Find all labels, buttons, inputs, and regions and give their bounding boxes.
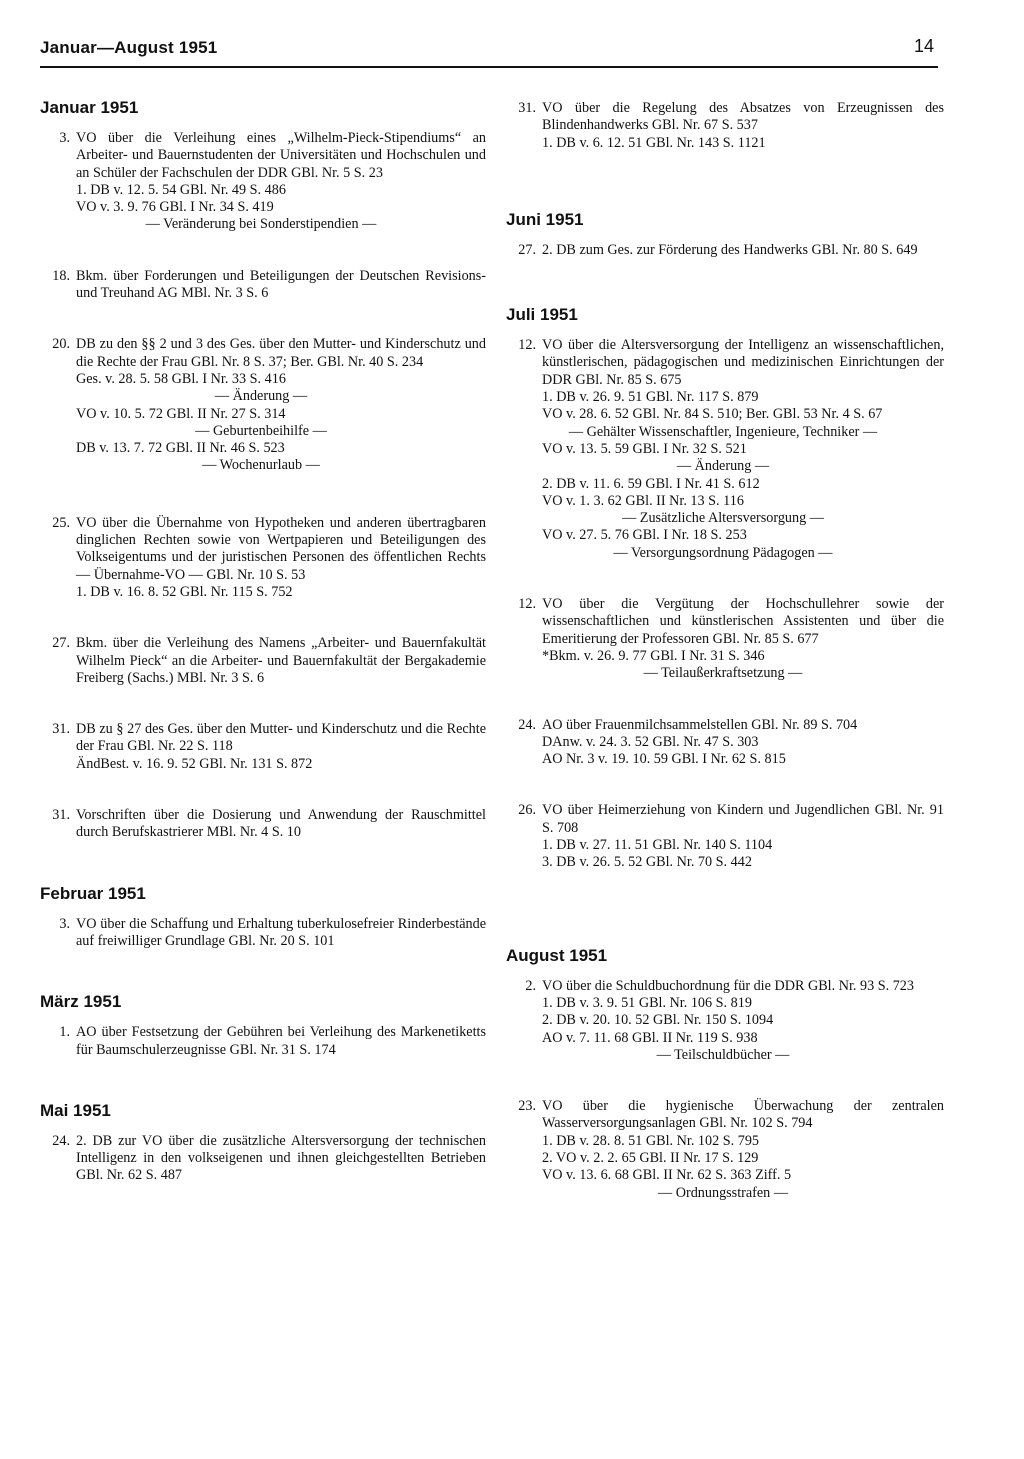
entry-day: 25. <box>52 514 70 531</box>
entry-day: 12. <box>518 337 536 354</box>
entry <box>40 635 486 687</box>
amendment-note: — Teilaußerkraftsetzung — <box>643 665 803 682</box>
entry-text: Bkm. über Forderungen und Beteiligungen der Deutschen Revisions- und Treuhand AG MBl. Nr. 3 S. 6 <box>76 267 486 302</box>
running-title: Januar—August 1951 <box>40 38 218 57</box>
amendment-line: AO v. 7. 11. 68 GBl. II Nr. 119 S. 938 <box>542 1029 758 1046</box>
amendment-note: — Versorgungsordnung Pädagogen — <box>613 544 833 561</box>
entry <box>40 1133 486 1185</box>
month-heading: März 1951 <box>40 992 122 1012</box>
entry <box>40 1024 486 1059</box>
amendment-note: — Geburtenbeihilfe — <box>195 422 327 439</box>
entry-text: VO über die Altersversorgung der Intelligenz an wissenschaftlichen, künstlerischen, pädagogischen und medizinischen Einrichtungen der DDR GBl. Nr. 85 S. 675 <box>542 337 944 388</box>
page-number: 14 <box>913 36 934 56</box>
amendment-note: — Ordnungsstrafen — <box>657 1184 789 1201</box>
amendment-line: 2. DB v. 11. 6. 59 GBl. I Nr. 41 S. 612 <box>542 475 760 492</box>
month-heading: Juni 1951 <box>506 209 584 229</box>
entry <box>506 242 944 259</box>
amendment-line: VO v. 10. 5. 72 GBl. II Nr. 27 S. 314 <box>76 405 286 422</box>
entry <box>506 978 944 1064</box>
amendment-note: — Veränderung bei Sonderstipendien — <box>145 216 377 233</box>
entry-day: 27. <box>52 635 70 652</box>
month-heading: Februar 1951 <box>40 883 146 903</box>
entry-text: Vorschriften über die Dosierung und Anwendung der Rauschmittel durch Berufskastrierer MBl. Nr. 4 S. 10 <box>76 807 486 841</box>
entry <box>506 100 944 152</box>
entry-day: 31. <box>518 100 536 116</box>
entry-text: DB zu § 27 des Ges. über den Mutter- und Kinderschutz und die Rechte der Frau GBl. Nr. 22 S. 118 <box>76 721 486 755</box>
amendment-line: VO v. 3. 9. 76 GBl. I Nr. 34 S. 419 <box>76 199 274 216</box>
entry <box>506 596 944 682</box>
month-heading: Januar 1951 <box>40 98 139 117</box>
amendment-line: DB v. 13. 7. 72 GBl. II Nr. 46 S. 523 <box>76 440 285 457</box>
page-header <box>40 36 938 68</box>
amendment-line: 1. DB v. 16. 8. 52 GBl. Nr. 115 S. 752 <box>76 583 293 600</box>
amendment-line: 1. DB v. 26. 9. 51 GBl. Nr. 117 S. 879 <box>542 389 759 406</box>
entry-day: 1. <box>59 1024 70 1041</box>
entry-text: VO über die hygienische Überwachung der zentralen Wasserversorgungsanlagen GBl. Nr. 102 S. 794 <box>542 1098 944 1132</box>
entry-text: 2. DB zum Ges. zur Förderung des Handwerks GBl. Nr. 80 S. 649 <box>542 241 918 258</box>
entry-text: DB zu den §§ 2 und 3 des Ges. über den Mutter- und Kinderschutz und die Rechte der Frau GBl. Nr. 8 S. 37; Ber. GBl. Nr. 40 S. 234 <box>76 336 486 370</box>
amendment-line: 1. DB v. 12. 5. 54 GBl. Nr. 49 S. 486 <box>76 181 286 198</box>
entry-day: 24. <box>52 1132 70 1149</box>
amendment-line: DAnw. v. 24. 3. 52 GBl. Nr. 47 S. 303 <box>542 733 759 750</box>
amendment-note: — Zusätzliche Altersversorgung — <box>622 510 824 527</box>
amendment-line: VO v. 13. 5. 59 GBl. I Nr. 32 S. 521 <box>542 440 747 457</box>
entry-day: 3. <box>59 130 70 146</box>
amendment-line: 1. DB v. 28. 8. 51 GBl. Nr. 102 S. 795 <box>542 1132 760 1149</box>
entry-day: 24. <box>518 716 536 733</box>
amendment-line: 1. DB v. 6. 12. 51 GBl. Nr. 143 S. 1121 <box>542 134 766 151</box>
amendment-line: *Bkm. v. 26. 9. 77 GBl. I Nr. 31 S. 346 <box>542 647 765 664</box>
amendment-note: — Wochenurlaub — <box>202 457 320 474</box>
entry-day: 12. <box>518 596 536 613</box>
entry-text: VO über die Schuldbuchordnung für die DDR GBl. Nr. 93 S. 723 <box>542 977 914 994</box>
entry-text: AO über Festsetzung der Gebühren bei Verleihung des Markenetiketts für Baumschulerzeugnisse GBl. Nr. 31 S. 174 <box>76 1024 486 1058</box>
entry-day: 31. <box>52 807 70 824</box>
entry-day: 31. <box>52 721 70 738</box>
amendment-line: 3. DB v. 26. 5. 52 GBl. Nr. 70 S. 442 <box>542 854 752 871</box>
entry-day: 26. <box>518 802 536 819</box>
month-heading: Juli 1951 <box>506 305 578 325</box>
amendment-line: VO v. 28. 6. 52 GBl. Nr. 84 S. 510; Ber. GBl. 53 Nr. 4 S. 67 <box>542 406 883 423</box>
amendment-line: Ges. v. 28. 5. 58 GBl. I Nr. 33 S. 416 <box>76 370 286 387</box>
entry <box>506 802 944 871</box>
entry-day: 27. <box>518 241 536 258</box>
entry <box>506 717 944 769</box>
month-heading: Mai 1951 <box>40 1100 111 1120</box>
entry-text: Bkm. über die Verleihung des Namens „Arbeiter- und Bauernfakultät Wilhelm Pieck“ an die Arbeiter- und Bauernfakultät der Bergakademie Freiberg (Sachs.) MBl. Nr. 3 S. 6 <box>76 635 486 686</box>
entry-text: VO über die Regelung des Absatzes von Erzeugnissen des Blindenhandwerks GBl. Nr. 67 S. 537 <box>542 100 944 134</box>
entry <box>40 515 486 601</box>
entry-day: 20. <box>52 336 70 353</box>
entry-day: 2. <box>525 977 536 994</box>
amendment-note: — Gehälter Wissenschaftler, Ingenieure, Techniker — <box>568 423 878 440</box>
amendment-note: — Änderung — <box>214 388 308 405</box>
right-column <box>506 100 944 1202</box>
amendment-line: 2. VO v. 2. 2. 65 GBl. II Nr. 17 S. 129 <box>542 1149 759 1166</box>
amendment-line: ÄndBest. v. 16. 9. 52 GBl. Nr. 131 S. 872 <box>76 755 313 772</box>
amendment-line: 2. DB v. 20. 10. 52 GBl. Nr. 150 S. 1094 <box>542 1012 774 1029</box>
amendment-note: — Änderung — <box>676 458 770 475</box>
entry-day: 23. <box>518 1098 536 1115</box>
amendment-line: VO v. 1. 3. 62 GBl. II Nr. 13 S. 116 <box>542 492 744 509</box>
entry-day: 3. <box>59 915 70 932</box>
entry <box>40 721 486 773</box>
entry-text: 2. DB zur VO über die zusätzliche Altersversorgung der technischen Intelligenz in den volkseigenen und ihnen gleichgestellten Betrieben GBl. Nr. 62 S. 487 <box>76 1132 486 1184</box>
entry-text: VO über die Übernahme von Hypotheken und anderen übertragbaren dinglichen Rechten sowie von Wertpapieren und Beteiligungen des Volkseigentums und der juristischen Personen des öffentlichen Rechts — Übernahme-VO — GBl. Nr. 10 S. 53 <box>76 514 486 583</box>
entry <box>40 130 486 234</box>
entry-text: VO über die Verleihung eines „Wilhelm-Pieck-Stipendiums“ an Arbeiter- und Bauernstudenten der Universitäten und Hochschulen und an Schüler der Fachschulen der DDR GBl. Nr. 5 S. 23 <box>76 130 486 181</box>
entry <box>40 916 486 951</box>
amendment-line: VO v. 13. 6. 68 GBl. II Nr. 62 S. 363 Ziff. 5 <box>542 1167 792 1184</box>
entry <box>40 336 486 474</box>
entry-text: AO über Frauenmilchsammelstellen GBl. Nr. 89 S. 704 <box>542 716 858 733</box>
entry-text: VO über Heimerziehung von Kindern und Jugendlichen GBl. Nr. 91 S. 708 <box>542 802 944 836</box>
entry <box>40 807 486 842</box>
entry <box>506 1098 944 1202</box>
entry-text: VO über die Schaffung und Erhaltung tuberkulosefreier Rinderbestände auf freiwilliger Grundlage GBl. Nr. 20 S. 101 <box>76 915 486 949</box>
amendment-line: AO Nr. 3 v. 19. 10. 59 GBl. I Nr. 62 S. 815 <box>542 751 786 768</box>
amendment-line: 1. DB v. 3. 9. 51 GBl. Nr. 106 S. 819 <box>542 994 752 1011</box>
month-heading: August 1951 <box>506 945 608 965</box>
entry-day: 18. <box>52 267 70 284</box>
amendment-note: — Teilschuldbücher — <box>656 1046 790 1063</box>
entry-text: VO über die Vergütung der Hochschullehrer sowie der wissenschaftlichen und künstlerischen Assistenten und über die Emeritierung der Professoren GBl. Nr. 85 S. 677 <box>542 596 944 647</box>
amendment-line: VO v. 27. 5. 76 GBl. I Nr. 18 S. 253 <box>542 527 747 544</box>
entry <box>506 337 944 562</box>
amendment-line: 1. DB v. 27. 11. 51 GBl. Nr. 140 S. 1104 <box>542 837 773 854</box>
left-column <box>40 96 486 1185</box>
entry <box>40 268 486 303</box>
